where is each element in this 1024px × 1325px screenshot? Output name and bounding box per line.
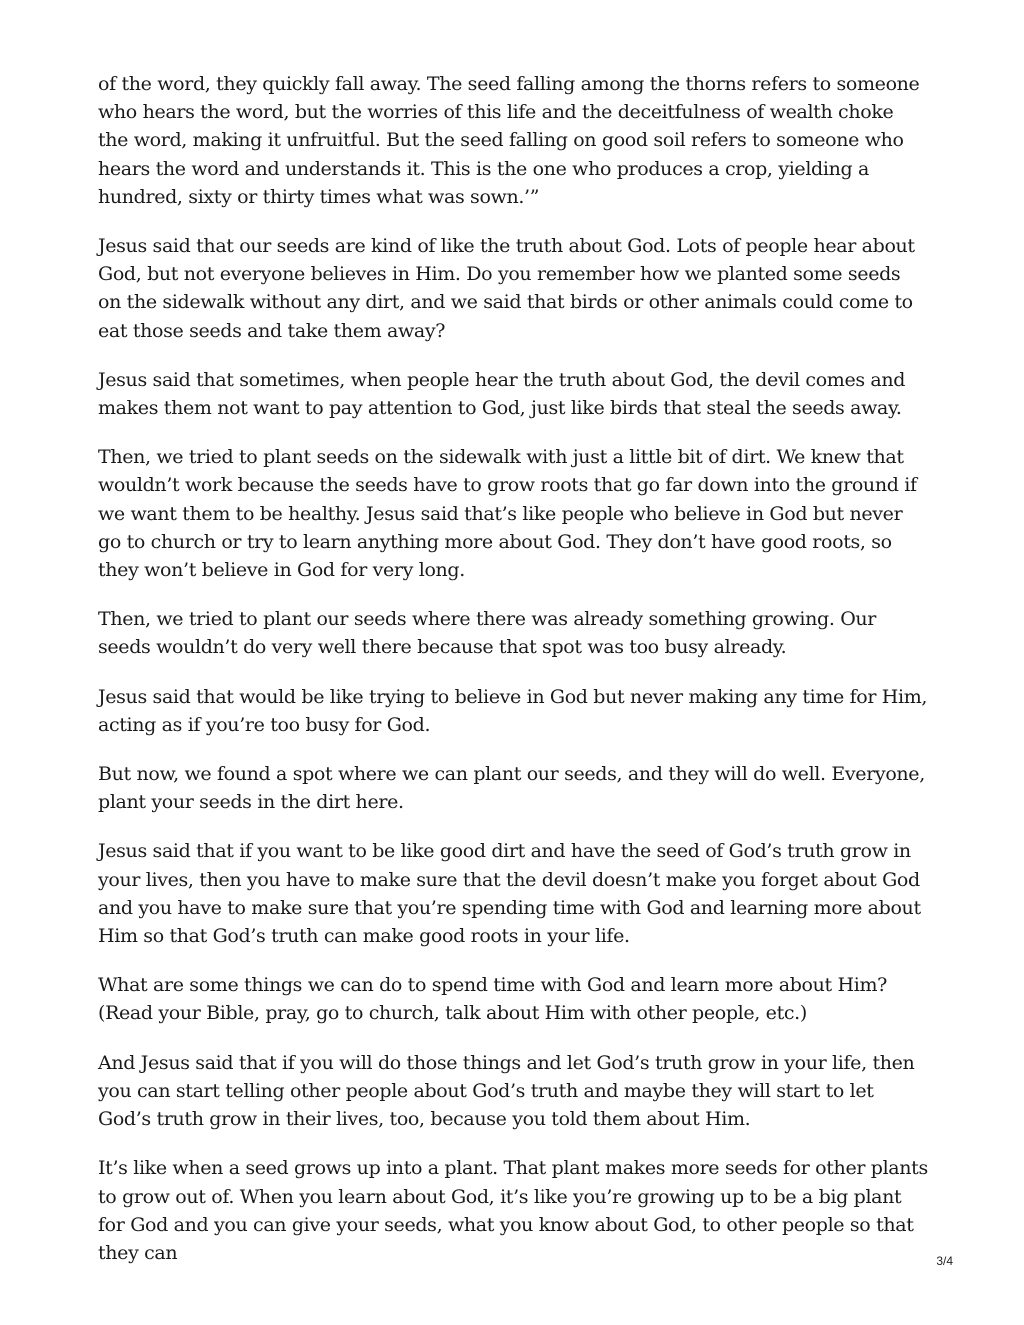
paragraph-11: It’s like when a seed grows up into a plant. That plant makes more seeds for other plants to grow out of. When you learn about God, it’s like you’re growing up to be a big plant for God and you can give your seeds, what you know about God, to other people so that they can (98, 1157, 928, 1264)
paragraph-7: But now, we found a spot where we can plant our seeds, and they will do well. Everyone, plant your seeds in the dirt here. (98, 763, 925, 814)
paragraph-9: What are some things we can do to spend time with God and learn more about Him? (Read your Bible, pray, go to church, talk about Him with other people, etc.) (98, 974, 887, 1025)
paragraph-10: And Jesus said that if you will do those things and let God’s truth grow in your life, then you can start telling other people about God’s truth and maybe they will start to let God’s truth grow in their lives, too, because you told them about Him. (98, 1051, 915, 1131)
paragraph-2: Jesus said that our seeds are kind of like the truth about God. Lots of people hear about God, but not everyone believes in Him. Do you remember how we planted some seeds on the sidewalk without any dirt, and we said that birds or other animals could come to eat those seeds and take them away? (98, 235, 915, 342)
document-body (98, 70, 928, 1288)
page-number: 3/4 (936, 1254, 953, 1268)
paragraph-3: Jesus said that sometimes, when people hear the truth about God, the devil comes and makes them not want to pay attention to God, just like birds that steal the seeds away. (98, 368, 906, 420)
paragraph-6: Jesus said that would be like trying to believe in God but never making any time for Him, acting as if you’re too busy for God. (98, 685, 928, 736)
paragraph-4: Then, we tried to plant seeds on the sidewalk with just a little bit of dirt. We knew that wouldn’t work because the seeds have to grow roots that go far down into the ground if we want them to be healthy. Jesus said that’s like people who believe in God but never go to church or try to learn anything more about God. They don’t have good roots, so they won’t believe in God for very long. (98, 446, 917, 582)
paragraph-8: Jesus said that if you want to be like good dirt and have the seed of God’s truth grow in your lives, then you have to make sure that the devil doesn’t make you forget about God and you have to make sure that you’re spending time with God and learning more about Him so that God’s truth can make good roots in your life. (98, 840, 921, 948)
paragraph-5: Then, we tried to plant our seeds where there was already something growing. Our seeds wouldn’t do very well there because that spot was too busy already. (98, 608, 877, 659)
paragraph-1: of the word, they quickly fall away. The seed falling among the thorns refers to someone who hears the word, but the worries of this life and the deceitfulness of wealth choke the word, making it unfruitful. But the seed falling on good soil refers to someone who hears the word and understands it. This is the one who produces a crop, yielding a hundred, sixty or thirty times what was sown.’” (98, 73, 920, 208)
